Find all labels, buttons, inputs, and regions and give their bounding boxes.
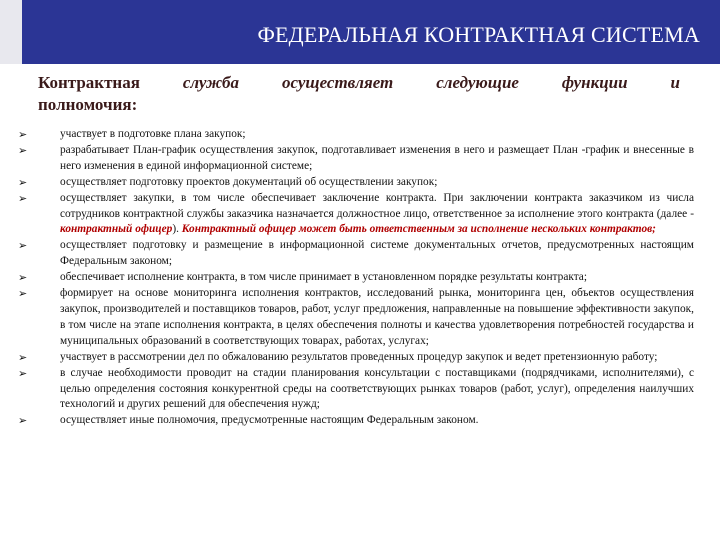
list-item — [18, 191, 694, 239]
subtitle-word: Контрактная — [38, 73, 140, 92]
functions-list — [18, 127, 694, 429]
subtitle-word: функции — [561, 73, 628, 92]
highlight-contract-officer: контрактный офицер — [60, 223, 173, 236]
list-item-text: осуществляет подготовку и размещение в информационной системе документальных отчетов, предусмотренных настоящим Федеральным законом; — [60, 239, 694, 268]
list-item — [18, 286, 694, 350]
subtitle-word: следующие — [436, 73, 519, 92]
list-item-text: участвует в подготовке плана закупок; — [60, 128, 246, 140]
subtitle-word: служба — [182, 73, 239, 92]
list-item-text: осуществляет иные полномочия, предусмотренные настоящим Федеральным законом. — [60, 414, 479, 427]
subtitle-word: и — [670, 73, 680, 92]
header-accent — [0, 0, 22, 64]
list-item-text: осуществляет подготовку проектов документаций об осуществлении закупок; — [60, 175, 438, 188]
subtitle-word: осуществляет — [281, 73, 394, 92]
arrow-bullet-icon: ➢ — [18, 239, 28, 253]
arrow-bullet-icon: ➢ — [18, 191, 28, 205]
subtitle-line-2: полномочия: — [38, 95, 138, 114]
list-item — [18, 270, 694, 286]
arrow-bullet-icon: ➢ — [18, 271, 28, 285]
list-item-text: ). — [172, 223, 182, 236]
list-item — [18, 143, 694, 175]
list-item-text: участвует в рассмотрении дел по обжалованию результатов проведенных процедур закупок и ведет претензионную работу; — [60, 350, 658, 363]
highlight-contract-officer-note: Контрактный офицер может быть ответственным за исполнение нескольких контрактов; — [181, 223, 656, 236]
list-item — [18, 238, 694, 270]
list-item-text: осуществляет закупки, в том числе обеспечивает заключение контракта. При заключении контракта заказчиком из числа сотрудников контрактной службы заказчика назначается должностное лицо, ответственное за исполнение этого контракта (далее - — [60, 191, 694, 220]
page-title: ФЕДЕРАЛЬНАЯ КОНТРАКТНАЯ СИСТЕМА — [257, 22, 700, 47]
list-item — [18, 350, 694, 366]
arrow-bullet-icon: ➢ — [18, 366, 28, 380]
arrow-bullet-icon: ➢ — [18, 128, 28, 141]
header-bar — [0, 0, 720, 64]
list-item — [18, 127, 694, 143]
list-item — [18, 175, 694, 191]
list-item — [18, 366, 694, 414]
list-item-text: в случае необходимости проводит на стадии планирования консультации с поставщиками (подрядчиками, исполнителями), с целью определения состояния конкурентной среды на соответствующих рынках товаров (работ, услуг), определения наилучших технологий и других решений для обеспечения нужд; — [60, 366, 694, 411]
list-item-text: обеспечивает исполнение контракта, в том числе принимает в установленном порядке результаты контракта; — [60, 271, 587, 284]
subtitle-line-1 — [38, 72, 680, 94]
list-item-text: разрабатывает План-график осуществления закупок, подготавливает изменения в него и размещает План -график и внесенные в него изменения в единой информационной системе; — [60, 143, 694, 172]
list-item — [18, 413, 694, 429]
list-item-text: формирует на основе мониторинга исполнения контрактов, исследований рынка, мониторинга цен, объектов осуществления закупок, производителей и поставщиков товаров, работ, услуг предложения, направленные на повышение эффективности закупок, в том числе на этапе исполнения контракта, в целях обеспечения полноты и качества удовлетворения потребностей государства и муниципальных образований в соответствующих товарах, работах, услугах; — [60, 287, 694, 347]
arrow-bullet-icon: ➢ — [18, 287, 28, 301]
arrow-bullet-icon: ➢ — [18, 350, 28, 364]
arrow-bullet-icon: ➢ — [18, 175, 28, 189]
arrow-bullet-icon: ➢ — [18, 414, 28, 428]
arrow-bullet-icon: ➢ — [18, 143, 28, 157]
subtitle — [38, 72, 680, 116]
